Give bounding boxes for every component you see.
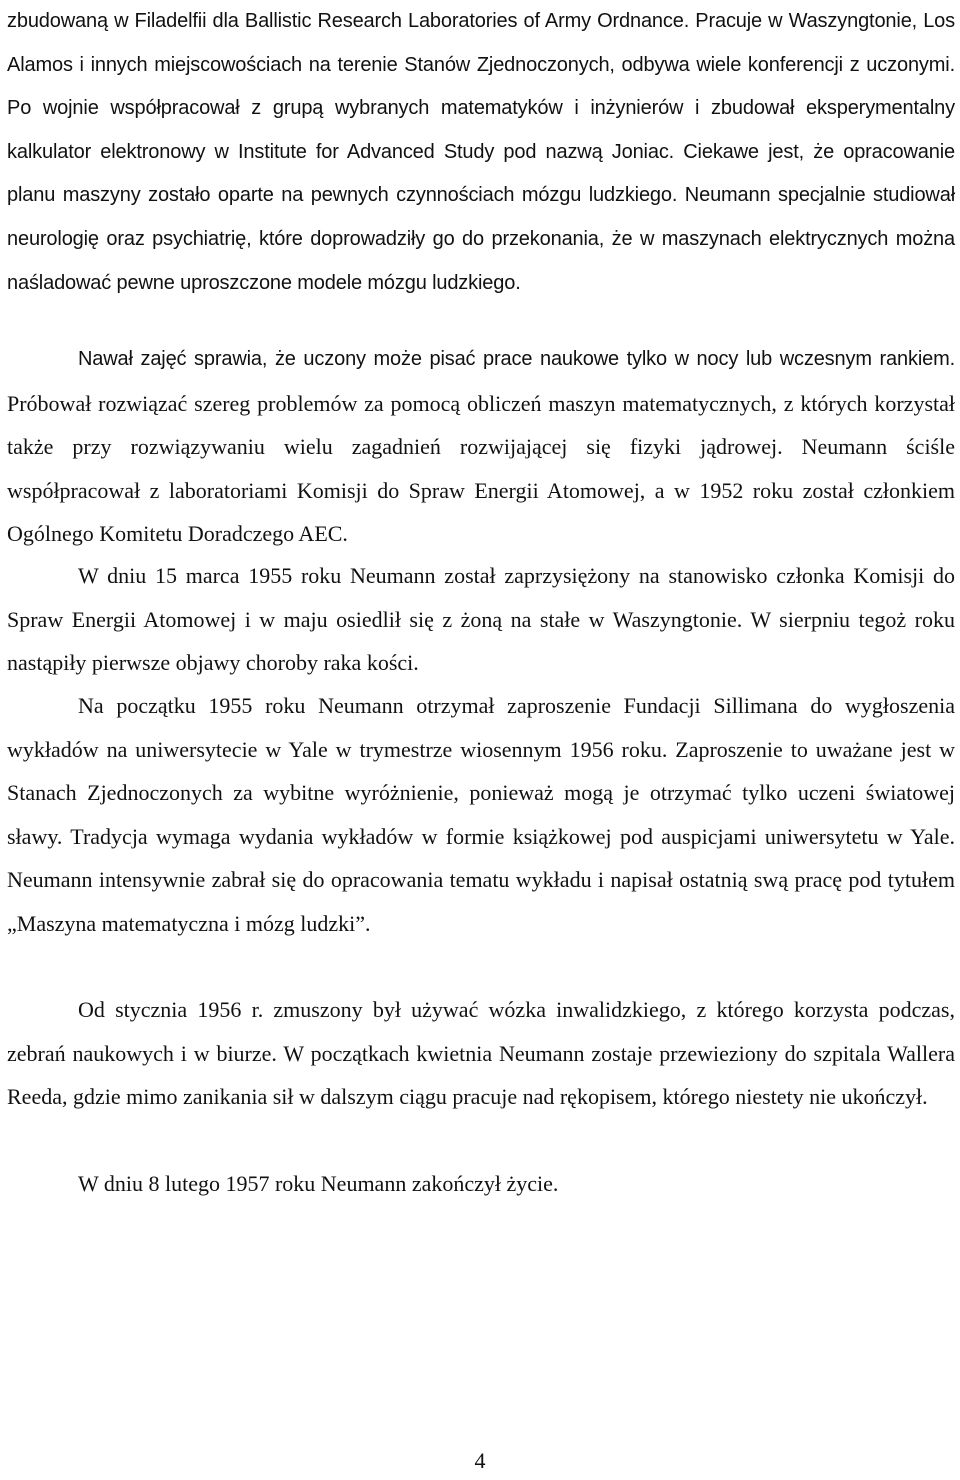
paragraph-4: Na początku 1955 roku Neumann otrzymał zaproszenie Fundacji Sillimana do wygłoszenia wykładów na uniwersytecie w Yale w trymestrze wiosennym 1956 roku. Zaproszenie to uważane jest w Stanach Zjednoczonych za wybitne wyróżnienie, ponieważ mogą je otrzymać tylko uczeni światowej sławy. Tradycja wymaga wydania wykładów w formie książkowej pod auspicjami uniwersytetu w Yale. Neumann intensywnie zabrał się do opracowania tematu wykładu i napisał ostatnią swą pracę pod tytułem „Maszyna matematyczna i mózg ludzki”.: [7, 693, 955, 936]
paragraph-3: W dniu 15 marca 1955 roku Neumann został zaprzysiężony na stanowisko członka Komisji do Spraw Energii Atomowej i w maju osiedlił się z żoną na stałe w Waszyngtonie. W sierpniu tegoż roku nastąpiły pierwsze objawy choroby raka kości.: [7, 563, 955, 676]
paragraph-5: Od stycznia 1956 r. zmuszony był używać wózka inwalidzkiego, z którego korzysta podczas, zebrań naukowych i w biurze. W początkach kwietnia Neumann zostaje przewieziony do szpitala Wallera Reeda, gdzie mimo zanikania sił w dalszym ciągu pracuje nad rękopisem, którego niestety nie ukończył.: [7, 997, 955, 1110]
paragraph-2-lead: Nawał zajęć sprawia, że uczony może pisać prace naukowe tylko w nocy lub wczesnym rankiem.: [78, 348, 955, 370]
paragraph-2-text: Próbował rozwiązać szereg problemów za pomocą obliczeń maszyn matematycznych, z których korzystał także przy rozwiązywaniu wielu zagadnień rozwijającej się fizyki jądrowej. Neumann ściśle współpracował z laboratoriami Komisji do Spraw Energii Atomowej, a w 1952 roku został członkiem Ogólnego Komitetu Doradczego AEC.: [7, 390, 955, 547]
paragraph-6: W dniu 8 lutego 1957 roku Neumann zakończył życie.: [78, 1171, 559, 1196]
paragraph-2: [7, 336, 955, 556]
paragraph-1: zbudowaną w Filadelfii dla Ballistic Research Laboratories of Army Ordnance. Pracuje w Waszyngtonie, Los Alamos i innych miejscowościach na terenie Stanów Zjednoczonych, odbywa wiele konferencji z uczonymi. Po wojnie współpracował z grupą wybranych matematyków i inżynierów i zbudował eksperymentalny kalkulator elektronowy w Institute for Advanced Study pod nazwą Joniac. Ciekawe jest, że opracowanie planu maszyny zostało oparte na pewnych czynnościach mózgu ludzkiego. Neumann specjalnie studiował neurologię oraz psychiatrię, które doprowadziły go do przekonania, że w maszynach elektrycznych można naśladować pewne uproszczone modele mózgu ludzkiego.: [7, 10, 955, 294]
page-number: 4: [474, 1448, 486, 1473]
